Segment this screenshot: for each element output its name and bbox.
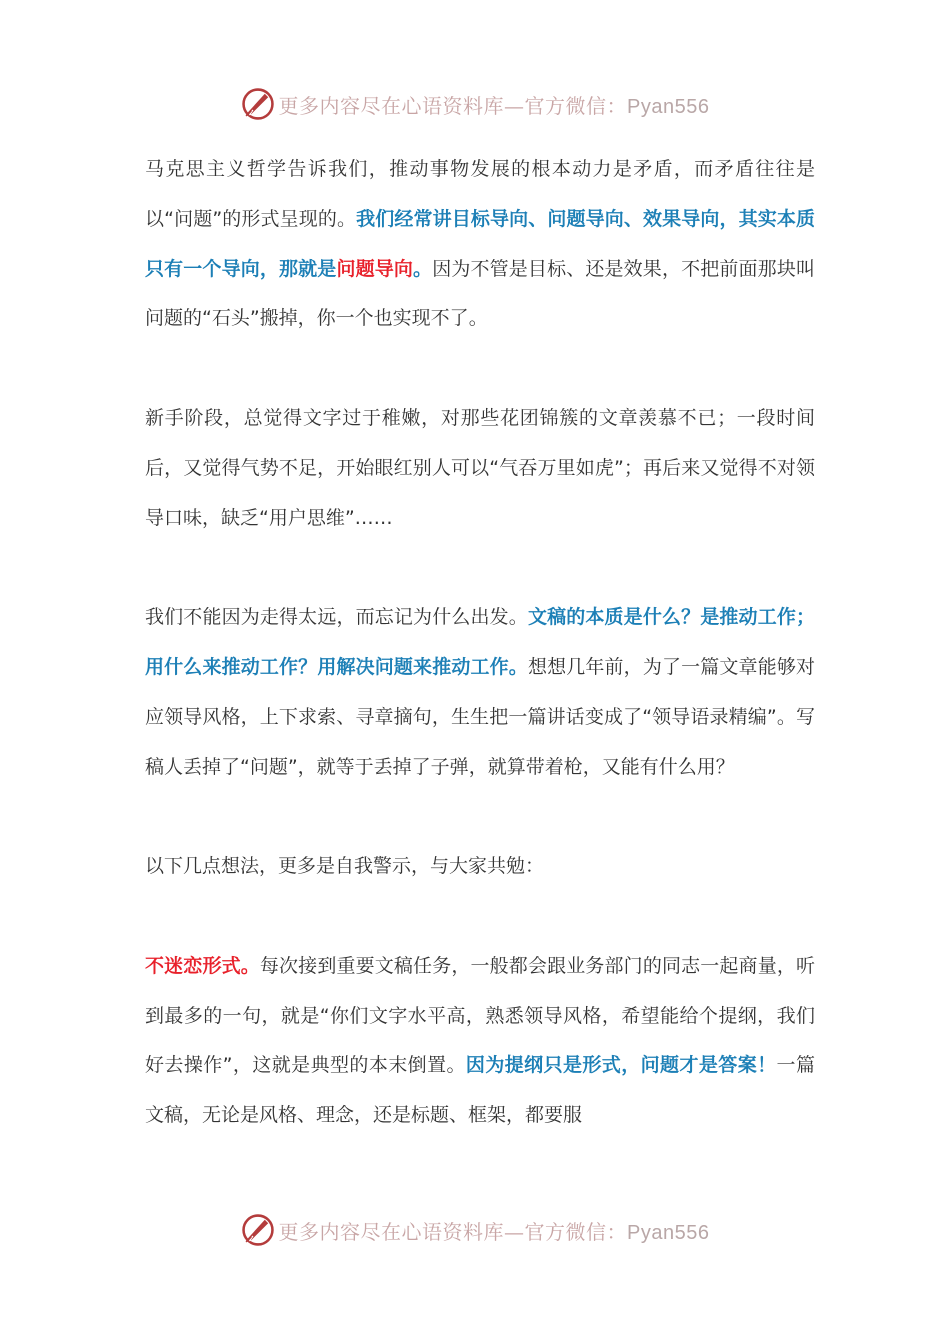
p5-text: 每次接到重要文稿任务，一般都会跟业务部门的同志一起商量，听到最多的一句，就是“你们文字水平高，熟悉领导风格，希望能给个提纲，我们好去操作”，这就是典型的本末倒置。: [145, 954, 815, 1077]
p3-highlight-blue: 文稿的本质是什么？是推动工作；用什么来推动工作？用解决问题来推动工作。: [145, 606, 815, 678]
footer-wechat-id: Pyan556: [627, 1221, 710, 1244]
p1-highlight-red: 问题导向: [336, 257, 414, 280]
p3-text-end: 想想几年前，为了一篇文章能够对应领导风格，上下求索、寻章摘句，生生把一篇讲话变成了“领导语录精编”。写稿人丢掉了“问题”，就等于丢掉了子弹，就算带着枪，又能有什么用？: [145, 655, 815, 778]
footer-banner: [0, 1210, 950, 1250]
header-wechat-id: Pyan556: [627, 95, 710, 118]
p3-text: 我们不能因为走得太远，而忘记为什么出发。: [145, 606, 528, 629]
p1-text-end: 因为不管是目标、还是效果，不把前面那块叫问题的“石头”搬掉，你一个也实现不了。: [145, 257, 815, 330]
quill-pen-logo-icon: [241, 1213, 275, 1247]
quill-pen-logo-icon: [241, 87, 275, 121]
paragraph-3: [145, 593, 815, 792]
article-body: [145, 145, 815, 1191]
p5-text-end: 一篇文稿，无论是风格、理念，还是标题、框架，都要服: [145, 1054, 815, 1127]
paragraph-5: [145, 942, 815, 1141]
footer-banner-text: 更多内容尽在心语资料库—官方微信：Pyan556: [278, 1219, 710, 1244]
header-banner: [0, 84, 950, 124]
p4-text: 以下几点想法，更多是自我警示，与大家共勉：: [145, 855, 545, 878]
paragraph-2: [145, 394, 815, 543]
p1-text: 马克思主义哲学告诉我们，推动事物发展的根本动力是矛盾，而矛盾往往是以“问题”的形式呈现的。: [145, 158, 815, 230]
p1-highlight-blue: 我们经常讲目标导向、问题导向、效果导向，其实本质只有一个导向，那就是: [145, 207, 815, 280]
p5-highlight-blue: 因为提纲只是形式，问题才是答案！: [465, 1054, 777, 1077]
p1-highlight-period: 。: [413, 257, 433, 280]
paragraph-1: [145, 145, 815, 344]
paragraph-4: [145, 842, 815, 892]
header-banner-text: 更多内容尽在心语资料库—官方微信：Pyan556: [278, 93, 710, 118]
p2-text: 新手阶段，总觉得文字过于稚嫩，对那些花团锦簇的文章羡慕不已；一段时间后，又觉得气势不足，开始眼红别人可以“气吞万里如虎”；再后来又觉得不对领导口味，缺乏“用户思维”……: [145, 406, 815, 529]
p5-heading-red: 不迷恋形式。: [145, 954, 260, 977]
